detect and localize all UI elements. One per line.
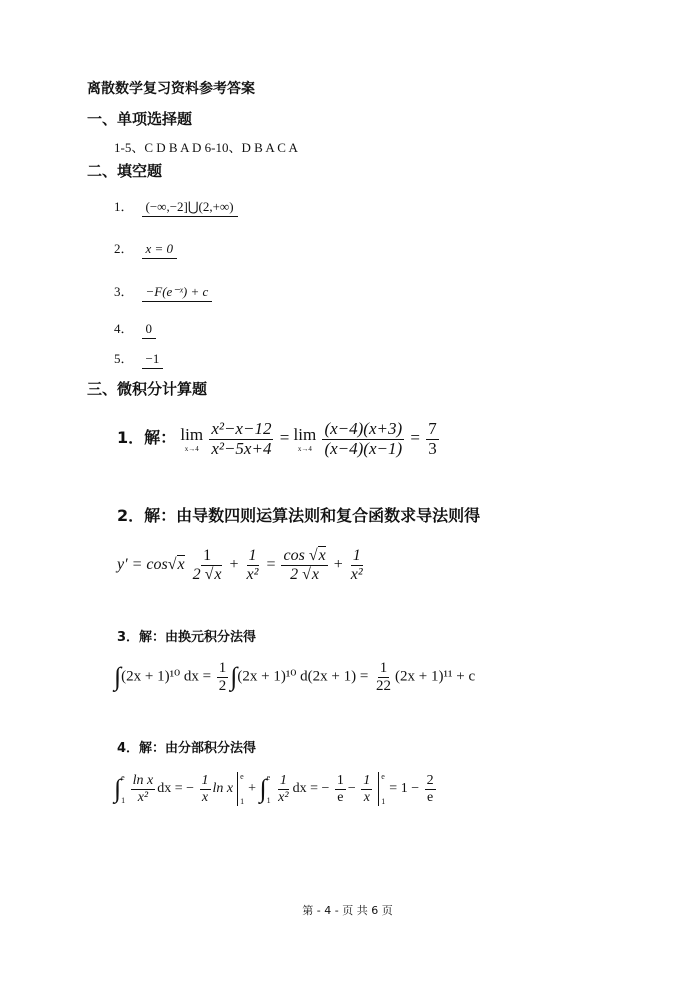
- fill-item-5: [114, 348, 163, 369]
- fill-answer: −1: [142, 351, 164, 369]
- minus-sign: −: [347, 781, 356, 797]
- upper-bound: e: [381, 772, 385, 781]
- ln-term: ln x: [212, 781, 234, 797]
- problem-1-head: 1．解：: [117, 428, 177, 448]
- denominator: 2: [192, 565, 201, 583]
- section-heading-choice: 一、单项选择题: [87, 110, 193, 128]
- denominator: e: [426, 789, 434, 805]
- denominator: (x−4)(x−1): [324, 438, 403, 458]
- fraction-f: [425, 773, 436, 805]
- plus-sign: +: [229, 555, 239, 573]
- result-prefix: = 1 −: [389, 781, 420, 797]
- choice-answers: 1-5、C D B A D 6-10、D B A C A: [114, 140, 298, 155]
- fill-answer: 0: [142, 321, 157, 339]
- fill-answer: −F(e⁻ˣ) + c: [142, 284, 213, 302]
- radicand: x: [214, 565, 222, 583]
- lower-bound: 1: [240, 797, 245, 806]
- denominator: 3: [428, 438, 437, 458]
- radicand: x: [177, 555, 185, 573]
- numerator: 1: [203, 547, 212, 564]
- fill-item-1: [114, 196, 238, 217]
- numerator: x²−x−12: [211, 419, 272, 438]
- fraction-half: [217, 660, 229, 694]
- integral-sign: ∫: [259, 774, 267, 803]
- problem-3-head: 3．解：由换元积分法得: [117, 630, 257, 645]
- denominator: x²−5x+4: [211, 438, 272, 458]
- fraction-a: $\frac{1}{2 √x}$: [192, 547, 222, 583]
- numerator: cos: [283, 547, 305, 564]
- numerator: (x−4)(x+3): [324, 419, 403, 438]
- problem-2-formula: y′ = cos√x $\frac{1}{2 √x}$ + $\frac{1}{\text{x²}}$ = $\frac{\cos √x}{2 √x}$ + $\frac{1}{\text{x²}}$: [117, 547, 363, 583]
- upper-bound: e: [240, 772, 244, 781]
- denominator: x²: [246, 565, 259, 583]
- fraction-c: [276, 773, 290, 805]
- fill-item-2: [114, 238, 177, 259]
- lower-bound: 1: [121, 796, 126, 805]
- fill-answer: (−∞,−2]⋃(2,+∞): [142, 199, 238, 217]
- denominator: 22: [376, 677, 392, 694]
- fraction-d: [335, 773, 346, 805]
- evaluation-bar: [378, 772, 385, 806]
- denominator: x²: [278, 789, 289, 805]
- denominator: x²: [137, 789, 149, 805]
- denominator: 2: [290, 565, 299, 583]
- lim-text: lim: [180, 425, 204, 445]
- section-heading-calc: 三、微积分计算题: [87, 380, 208, 398]
- problem-4-formula: [114, 772, 438, 806]
- fill-answer: x = 0: [142, 241, 178, 259]
- denominator: 2: [218, 677, 227, 694]
- numerator: 1: [218, 660, 227, 676]
- denominator: x: [363, 789, 370, 805]
- fraction-result: [426, 420, 439, 458]
- equals-sign: =: [266, 555, 276, 573]
- fraction-factored: [322, 420, 404, 458]
- evaluation-bar: [237, 772, 244, 806]
- differential: dx = −: [157, 781, 195, 797]
- page-footer: 第 - 4 - 页 共 6 页: [302, 904, 393, 917]
- integral-result: (2x + 1)¹¹ + c: [395, 668, 476, 685]
- denominator: e: [337, 789, 344, 805]
- fraction-e: [361, 773, 372, 805]
- fill-number: 2．: [114, 241, 134, 256]
- integral-sign: ∫: [230, 662, 238, 691]
- lower-bound: 1: [381, 797, 386, 806]
- equals-sign: =: [279, 428, 290, 448]
- fill-number: 5．: [114, 351, 134, 366]
- numerator: 1: [336, 773, 344, 789]
- integral-bounds: [267, 773, 271, 805]
- fraction-b: [200, 773, 211, 805]
- numerator: ln x: [132, 773, 154, 789]
- numerator: 1: [363, 773, 371, 789]
- integral-substituted: (2x + 1)¹⁰ d(2x + 1) =: [237, 668, 369, 685]
- fill-number: 3．: [114, 284, 134, 299]
- fill-item-3: [114, 281, 212, 302]
- numerator: 1: [201, 773, 209, 789]
- integral-sign: ∫: [114, 662, 122, 691]
- fraction-c: $\frac{\cos √x}{2 √x}$: [283, 547, 326, 583]
- radicand: x: [318, 547, 326, 564]
- problem-2-head: 2．解：由导数四则运算法则和复合函数求导法则得: [117, 506, 481, 525]
- fill-number: 1．: [114, 199, 134, 214]
- integral-bounds: [121, 773, 125, 805]
- radicand: x: [311, 565, 320, 583]
- lim-subscript: x→4: [297, 445, 312, 454]
- limit-operator: [294, 425, 317, 453]
- numerator: 1: [352, 547, 361, 564]
- fraction-d: [349, 547, 365, 583]
- numerator: 2: [426, 773, 434, 789]
- fill-item-4: [114, 318, 156, 339]
- denominator: x²: [350, 565, 363, 583]
- numerator: 1: [379, 660, 388, 676]
- lim-text: lim: [293, 425, 317, 445]
- fraction-coefficient: [374, 660, 393, 694]
- lower-bound: 1: [266, 796, 271, 805]
- upper-bound: e: [266, 773, 271, 782]
- fill-number: 4．: [114, 321, 134, 336]
- plus-sign: +: [333, 555, 343, 573]
- differential: dx = −: [292, 781, 330, 797]
- denominator: x: [201, 789, 209, 805]
- upper-bound: e: [121, 773, 125, 782]
- fraction-b: [245, 547, 261, 583]
- equals-sign: =: [410, 428, 420, 448]
- document-title: 离散数学复习资料参考答案: [87, 81, 255, 97]
- integral-sign: ∫: [114, 774, 122, 803]
- problem-3-formula: [114, 660, 475, 694]
- limit-operator: [180, 425, 203, 453]
- numerator: 1: [279, 773, 287, 789]
- fraction-integrand: [131, 773, 156, 805]
- numerator: 1: [248, 547, 257, 564]
- integral-lhs: (2x + 1)¹⁰ dx =: [121, 668, 212, 685]
- lim-subscript: x→4: [184, 445, 199, 454]
- section-heading-fill: 二、填空题: [87, 162, 163, 180]
- fraction-original: [209, 420, 273, 458]
- numerator: 7: [428, 419, 437, 438]
- plus-sign: +: [248, 781, 257, 797]
- problem-1: [117, 420, 441, 458]
- derivative-lhs: y′ = cos: [117, 555, 168, 573]
- problem-4-head: 4．解：由分部积分法得: [117, 741, 257, 756]
